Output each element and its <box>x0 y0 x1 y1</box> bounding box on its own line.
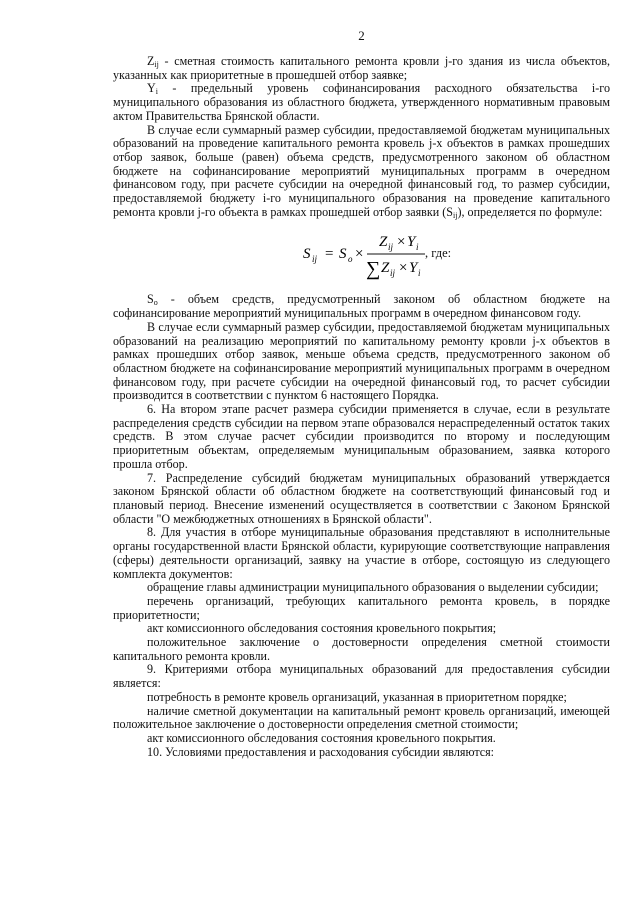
list-item: потребность в ремонте кровель организаций, указанная в приоритетном порядке; <box>147 689 567 704</box>
definition-so <box>113 293 610 320</box>
paragraph-case-more-end: ), определяется по формуле: <box>457 204 603 219</box>
symbol-so: S <box>147 292 154 307</box>
symbol-z-sub: ij <box>154 60 159 69</box>
symbol-s-sub: ij <box>453 210 458 220</box>
formula-lhs-sub: ij <box>312 254 318 265</box>
formula-den-z-sub: ij <box>390 268 396 279</box>
definition-zij <box>113 55 610 82</box>
formula-so: S <box>339 246 347 263</box>
paragraph-case-less: В случае если суммарный размер субсидии, предоставляемой бюджетам муниципальных образований на реализацию мероприятий по капитальному ремонту кровли j-х объектов в рамках прошедших отбор заявок, меньше объема средств, предусмотренного законом об областном бюджете на софинансирование мероприятий муниципальных программ в очередном финансовом году, при расчете субсидии на очередной финансовый год, то расчет субсидии производится в соответствии с пунктом 6 настоящего Порядка. <box>113 319 610 403</box>
list-item: перечень организаций, требующих капитального ремонта кровель, в порядке приоритетности; <box>113 593 610 622</box>
definition-yi <box>113 82 610 123</box>
formula-den-z: Z <box>381 260 390 277</box>
formula-eq: = <box>325 246 334 263</box>
formula-num-y-sub: i <box>416 242 419 253</box>
formula-graphic <box>303 227 433 283</box>
list-item: акт комиссионного обследования состояния кровельного покрытия; <box>147 621 497 636</box>
definition-so-text: - объем средств, предусмотренный законом об областном бюджете на софинансирование мероприятий муниципальных программ в очередном финансовом году. <box>113 292 610 321</box>
symbol-s-open: (S <box>442 204 453 219</box>
symbol-so-sub: o <box>153 298 158 308</box>
formula-num-y: Y <box>407 234 416 251</box>
list-item: положительное заключение о достоверности определения сметной стоимости капитального ремонта кровли. <box>113 635 610 663</box>
formula-num-times: × <box>397 234 406 251</box>
definition-yi-text: - предельный уровень софинансирования расходного обязательства i-го муниципального образования из областного бюджета, утвержденного нормативным правовым актом Правительства Брянской области. <box>113 81 610 123</box>
definition-zij-text: - сметная стоимость капитального ремонта кровли j-го здания из числа объектов, указанных как приоритетные в прошедшей отбор заявке; <box>113 54 610 82</box>
formula-so-sub: o <box>348 254 353 265</box>
paragraph-9: 9. Критериями отбора муниципальных образований для предоставления субсидии является: <box>113 662 610 691</box>
formula <box>113 227 610 283</box>
formula-num-z-sub: ij <box>388 242 394 253</box>
formula-den-y-sub: i <box>418 268 421 279</box>
list-item: обращение главы администрации муниципального образования о выделении субсидии; <box>147 580 599 595</box>
page-number: 2 <box>358 28 365 43</box>
formula-sum: ∑ <box>366 258 381 281</box>
formula-lhs: S <box>303 246 311 263</box>
paragraph-7: 7. Распределение субсидий бюджетам муниципальных образований утверждается законом Брянской области об областном бюджете на соответствующий финансовый год и плановый период. Внесение изменений осуществляется в соответствии с Законом Брянской области "О межбюджетных отношениях в Брянской области". <box>113 470 610 526</box>
formula-num-z: Z <box>379 234 388 251</box>
formula-den-y: Y <box>409 260 418 277</box>
list-item: акт комиссионного обследования состояния кровельного покрытия. <box>147 730 496 745</box>
list-item: наличие сметной документации на капитальный ремонт кровель организаций, имеющей положительное заключение о достоверности определения сметной стоимости; <box>113 703 610 732</box>
paragraph-6: 6. На втором этапе расчет размера субсидии применяется в случае, если в результате распределения средств субсидии на первом этапе образовался нераспределенный остаток таких средств. В этом случае расчет субсидии производится по второму и последующим приоритетным объектам, определяемым муниципальным образованием, заявка которого прошла отбор. <box>113 402 610 471</box>
paragraph-10: 10. Условиями предоставления и расходования субсидии являются: <box>147 744 495 759</box>
paragraph-case-more-text: В случае если суммарный размер субсидии, предоставляемой бюджетам муниципальных образований на проведение капитального ремонта кровель j-х объектов в рамках прошедших отбор заявок, больше (равен) объема средств, предусмотренного законом об областном бюджете на софинансирование мероприятий муниципальных программ в очередном финансовом году, при расчете субсидии на очередной финансовый год, то размер субсидии, предоставляемой бюджету i-го муниципального образования на проведение капитального ремонта кровли j-го объекта в рамках прошедшей отбор заявки <box>113 122 610 219</box>
paragraph-8: 8. Для участия в отборе муниципальные образования представляют в исполнительные органы государственной власти Брянской области, курирующие соответствующие направления (сферы) деятельности организаций, заявку на участие в отборе, состоящую из следующего комплекта документов: <box>113 525 610 581</box>
symbol-z: Z <box>147 54 155 68</box>
formula-den-times: × <box>399 260 408 277</box>
paragraph-case-more <box>113 124 610 220</box>
symbol-y-sub: i <box>155 87 158 97</box>
formula-times: × <box>355 246 364 263</box>
symbol-y: Y <box>147 81 156 96</box>
formula-where: , где: <box>425 246 452 261</box>
